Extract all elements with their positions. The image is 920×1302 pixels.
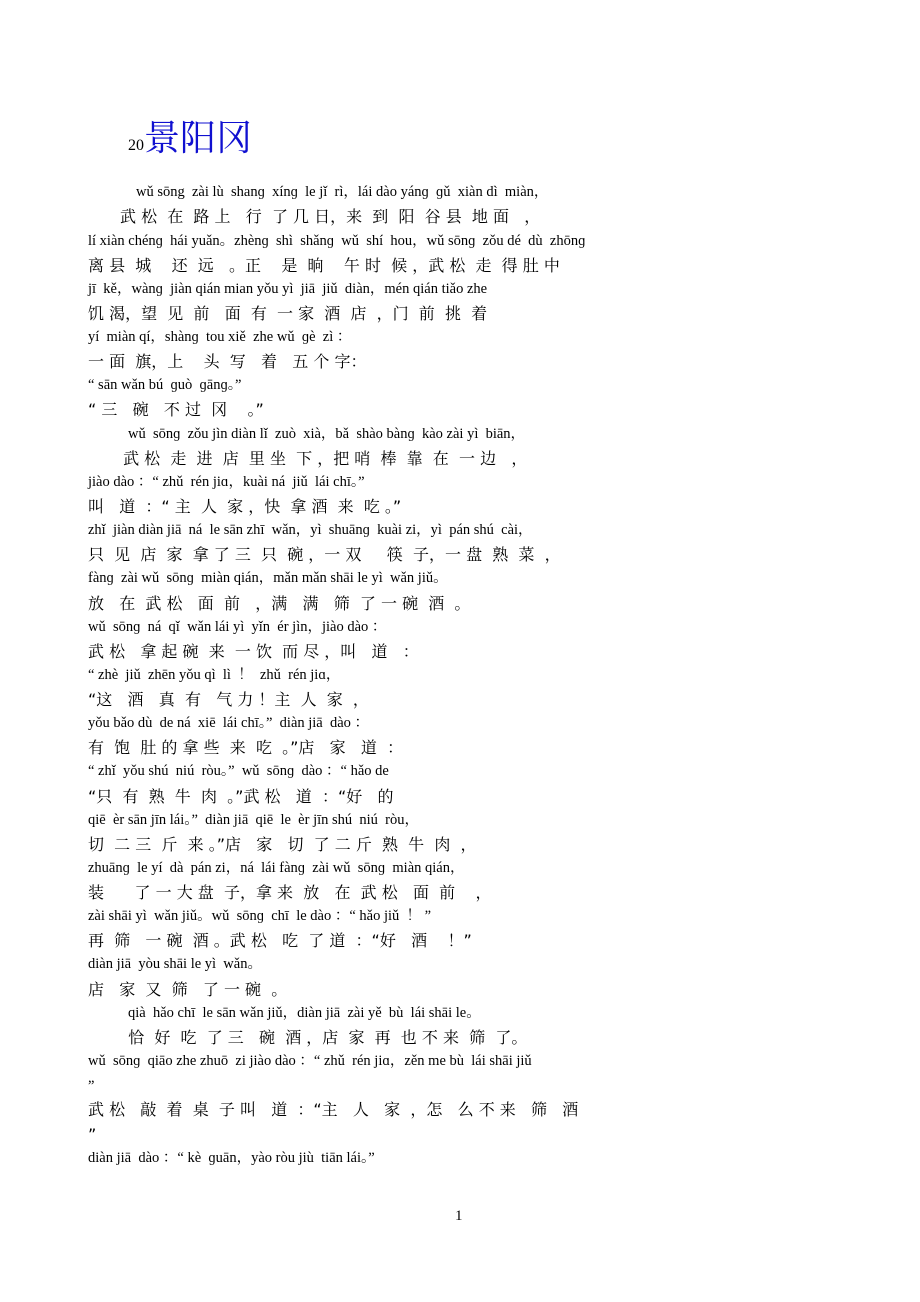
page-number: 1 — [455, 1208, 463, 1224]
hanzi-line: 一 面 旗，上 头 写 着 五 个 字： — [88, 352, 367, 371]
hanzi-line: 只 见 店 家 拿 了 三 只 碗 ，一 双 筷 子，一 盘 熟 菜 ， — [88, 545, 561, 564]
hanzi-line: 叫 道 ：“ 主 人 家 ，快 拿 酒 来 吃 。” — [88, 497, 402, 516]
hanzi-line: ” — [88, 1125, 97, 1144]
pinyin-line: “ sān wǎn bú ɡuò ɡānɡ。” — [88, 377, 242, 393]
hanzi-line: 恰 好 吃 了 三 碗 酒 ，店 家 再 也 不 来 筛 了。 — [118, 1028, 528, 1047]
hanzi-line: “ 三 碗 不 过 冈 。” — [88, 400, 264, 419]
pinyin-line: diàn jiā yòu shāi le yì wǎn。 — [88, 956, 262, 972]
hanzi-line: 切 二 三 斤 来 。”店 家 切 了 二 斤 熟 牛 肉 ， — [88, 835, 477, 854]
hanzi-line: “只 有 熟 牛 肉 。”武 松 道 ：“好 的 — [88, 787, 394, 806]
hanzi-line: 武 松 敲 着 桌 子 叫 道 ：“主 人 家 ，怎 么 不 来 筛 酒 — [88, 1100, 579, 1119]
pinyin-line: zài shāi yì wǎn jiǔ。wǔ sōnɡ chī le dào ：“ hǎo jiǔ ！ ” — [88, 908, 432, 924]
pinyin-line: zhǐ jiàn diàn jiā ná le sān zhī wǎn，yì shuānɡ kuài zi，yì pán shú cài， — [88, 522, 533, 538]
lesson-number: 20 — [128, 137, 144, 154]
lesson-heading — [128, 110, 252, 160]
pinyin-line: yǒu bǎo dù de ná xiē lái chī。” diàn jiā dào ： — [88, 715, 370, 731]
hanzi-line: 饥 渴，望 见 前 面 有 一 家 酒 店 ，门 前 挑 着 — [88, 304, 488, 323]
pinyin-line: zhuānɡ le yí dà pán zi，ná lái fànɡ zài wǔ sōnɡ miàn qián， — [88, 860, 465, 876]
pinyin-line: wǔ sōnɡ qiāo zhe zhuō zi jiào dào ：“ zhǔ rén jiɑ，zěn me bù lái shāi jiǔ — [88, 1053, 532, 1069]
hanzi-line: 再 筛 一 碗 酒 。武 松 吃 了 道 ：“好 酒 ！” — [88, 931, 472, 950]
pinyin-line: ” — [88, 1078, 95, 1094]
pinyin-line: “ zhè jiǔ zhēn yǒu qì lì ！ zhǔ rén jiɑ， — [88, 667, 341, 683]
pinyin-line: yí miàn qí，shànɡ tou xiě zhe wǔ ɡè zì ： — [88, 329, 352, 345]
pinyin-line: “ zhǐ yǒu shú niú ròu。” wǔ sōnɡ dào ：“ hǎo de — [88, 763, 389, 779]
hanzi-line: 店 家 又 筛 了 一 碗 。 — [88, 980, 288, 999]
lesson-title: 景阳冈 — [144, 118, 253, 159]
hanzi-line: “这 酒 真 有 气 力 ！主 人 家 ， — [88, 690, 369, 709]
hanzi-line: 武 松 拿 起 碗 来 一 饮 而 尽 ，叫 道 ： — [88, 642, 419, 661]
hanzi-line: 离 县 城 还 远 。正 是 晌 午 时 候 ，武 松 走 得 肚 中 — [88, 256, 560, 275]
pinyin-line: lí xiàn chénɡ hái yuǎn。zhènɡ shì shǎnɡ wǔ shí hou，wǔ sōnɡ zǒu dé dù zhōnɡ — [88, 233, 586, 249]
hanzi-line: 装 了 一 大 盘 子，拿 来 放 在 武 松 面 前 ， — [88, 883, 492, 902]
pinyin-line: jiào dào ：“ zhǔ rén jiɑ，kuài ná jiǔ lái chī。” — [88, 474, 365, 490]
pinyin-line: wǔ sōnɡ ná qǐ wǎn lái yì yǐn ér jìn，jiào dào ： — [88, 619, 387, 635]
pinyin-line: qià hǎo chī le sān wǎn jiǔ，diàn jiā zài yě bù lái shāi le。 — [128, 1005, 481, 1021]
hanzi-line: 武 松 走 进 店 里 坐 下 ，把 哨 棒 靠 在 一 边 ， — [118, 449, 528, 468]
pinyin-line: qiē èr sān jīn lái。” diàn jiā qiē le èr jīn shú niú ròu， — [88, 812, 420, 828]
pinyin-line: fànɡ zài wǔ sōnɡ miàn qián，mǎn mǎn shāi le yì wǎn jiǔ。 — [88, 570, 448, 586]
hanzi-line: 放 在 武 松 面 前 ，满 满 筛 了 一 碗 酒 。 — [88, 594, 471, 613]
pinyin-line: wǔ sōng zài lù shanɡ xínɡ le jǐ rì，lái dào yánɡ ɡǔ xiàn dì miàn， — [136, 184, 549, 200]
pinyin-line: jī kě，wànɡ jiàn qián mian yǒu yì jiā jiǔ diàn，mén qián tiǎo zhe — [88, 281, 488, 297]
pinyin-line: wǔ sōnɡ zǒu jìn diàn lǐ zuò xià，bǎ shào bànɡ kào zài yì biān， — [128, 426, 526, 442]
pinyin-line: diàn jiā dào ：“ kè ɡuān，yào ròu jiù tiān lái。” — [88, 1150, 375, 1166]
hanzi-line: 有 饱 肚 的 拿 些 来 吃 。”店 家 道 ： — [88, 738, 404, 757]
hanzi-line: 武 松 在 路 上 行 了 几 日，来 到 阳 谷 县 地 面 ， — [120, 207, 541, 226]
